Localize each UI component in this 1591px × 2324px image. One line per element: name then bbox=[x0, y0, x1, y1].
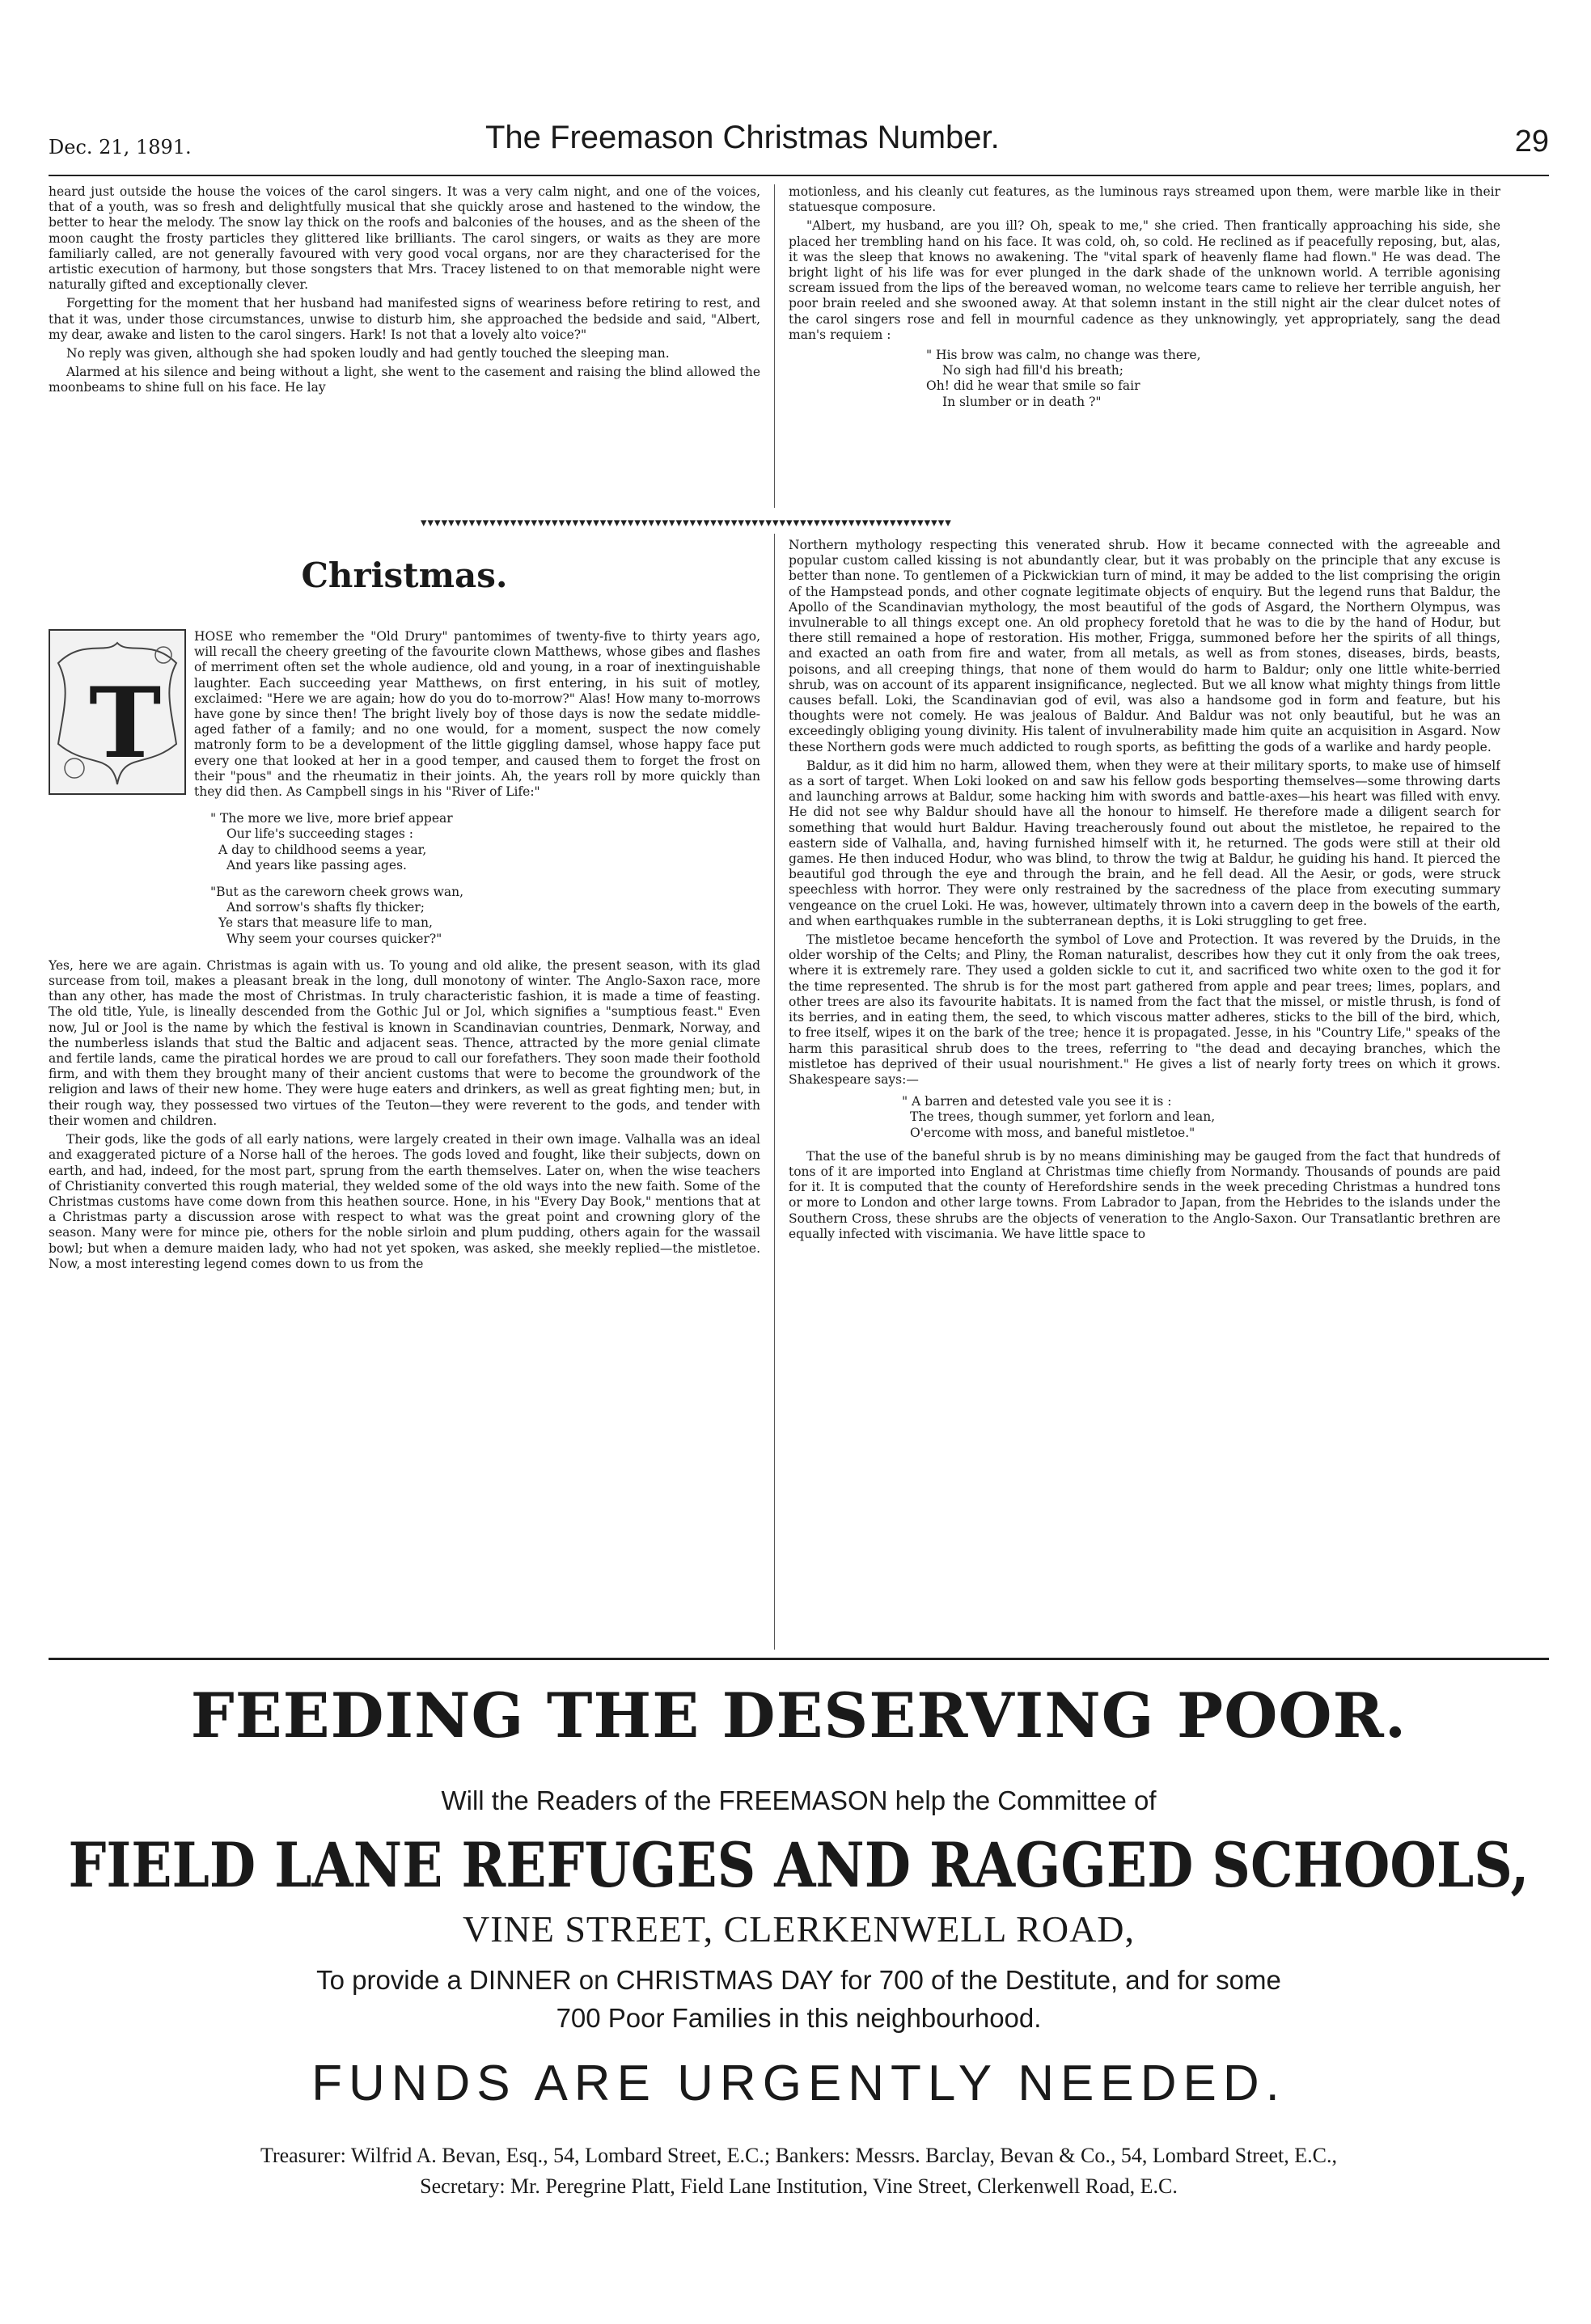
organisation-address: VINE STREET, CLERKENWELL ROAD, bbox=[462, 1908, 1136, 1950]
paragraph: Baldur, as it did him no harm, allowed them, when they were at their military sports, to make use of himself as a sort of target. When Loki looked on and saw his fellow gods besporting themselves—some throwing darts and launching arrows at Baldur, some hacking him with swords and battle-axes—his heart was filled with envy. He did not see why Baldur should have all the honour to himself. He therefore made a diligent search for something that would hurt Baldur. Having treacherously found out about the mistletoe, he repaired to the eastern side of Valhalla, and, having furnished himself with it, he returned. The gods were still at their old games. He then induced Hodur, who was blind, to throw the twig at Baldur, he guiding his hand. It pierced the beautiful god through the eye and through the brain, and he fell dead. All the Aesir, or gods, were struck speechless with horror. They were only restrained by the sacredness of the place from executing summary vengeance on the cruel Loki. He was, however, ultimately thrown into a cavern deep in the bowels of the earth, and when earthquakes rumble in the subterranean depths, it is Loki struggling to get free. bbox=[789, 758, 1500, 928]
drop-cap bbox=[49, 629, 186, 795]
paragraph: HOSE who remember the "Old Drury" pantomimes of twenty-five to thirty years ago, will recall the cheery greeting of the favourite clown Matthews, whose gibes and flashes of merriment often set the whole audience, old and young, in a roar of inextinguishable laughter. Each succeeding year Matthews, on first entering, in his suit of motley, exclaimed: "Here we are again; how do you do to-morrow?" Alas! How many to-morrows have gone by since then! The bright lively boy of those days is now the sedate middle-aged father of a family; and no one would, for a moment, suspect the now comely matronly form to be a development of the little giggling damsel, whose happy face put every one that looked at her in a good temper, and caused them to forget the frost on their "pous" and the rheumatiz in their joints. Ah, the years roll by more quickly than they did then. As Campbell sings in his "River of Life:" bbox=[194, 629, 760, 800]
poem-line: A day to childhood seems a year, bbox=[218, 842, 427, 857]
column-rule bbox=[774, 534, 775, 1650]
top-left-column bbox=[49, 184, 760, 512]
poem-line: And sorrow's shafts fly thicker; bbox=[226, 900, 425, 915]
appeal-subline: Will the Readers of the FREEMASON help the Committee of bbox=[441, 1785, 1157, 1815]
page-title: The Freemason Christmas Number. bbox=[485, 120, 1000, 155]
funds-needed: FUNDS ARE URGENTLY NEEDED. bbox=[311, 2056, 1286, 2111]
ornamental-divider: ▾▾▾▾▾▾▾▾▾▾▾▾▾▾▾▾▾▾▾▾▾▾▾▾▾▾▾▾▾▾▾▾▾▾▾▾▾▾▾▾▾▾▾▾▾▾▾▾▾▾▾▾▾▾▾▾▾▾▾▾▾▾▾▾▾▾▾▾▾▾▾▾▾▾▾▾▾ bbox=[421, 515, 952, 530]
poem-line: Ye stars that measure life to man, bbox=[218, 915, 433, 931]
poem-line: The trees, though summer, yet forlorn and lean, bbox=[910, 1109, 1216, 1125]
paragraph: motionless, and his cleanly cut features, as the luminous rays streamed upon them, were marble like in their statuesque composure. bbox=[789, 184, 1500, 215]
campbell-poem bbox=[210, 811, 760, 947]
poem-line: Oh! did he wear that smile so fair bbox=[926, 378, 1140, 394]
poem-line: O'ercome with moss, and baneful mistletoe." bbox=[910, 1125, 1195, 1140]
header-rule bbox=[49, 175, 1549, 176]
paragraph: Forgetting for the moment that her husband had manifested signs of weariness before retiring to rest, and that it was, under those circumstances, unwise to disturb him, she approached the bedside and said, "Albert, my dear, awake and listen to the carol singers. Hark! Is not that a lovely alto voice?" bbox=[49, 296, 760, 342]
issue-date: Dec. 21, 1891. bbox=[49, 136, 192, 158]
poem-line: Why seem your courses quicker?" bbox=[226, 931, 442, 946]
top-right-column bbox=[789, 184, 1500, 512]
poem-line: "But as the careworn cheek grows wan, bbox=[210, 885, 464, 900]
paragraph: heard just outside the house the voices of the carol singers. It was a very calm night, and one of the voices, that of a youth, was so fresh and delightfully musical that she quickly arose and hastened to the window, the better to hear the melody. The snow lay thick on the roofs and balconies of the houses, and as the sheen of the moon caught the frosty particles they glittered like brilliants. The carol singers, or waits as they are more familiarly called, are not generally favoured with very good vocal organs, nor are they characterised for the artistic execution of harmony, but those songsters that Mrs. Tracey listened to on that memorable night were naturally gifted and exceptionally clever. bbox=[49, 184, 760, 293]
article-left-column bbox=[49, 534, 760, 1650]
appeal-headline: FEEDING THE DESERVING POOR. bbox=[190, 1680, 1407, 1751]
requiem-poem bbox=[926, 348, 1500, 410]
drop-cap-letter: T bbox=[89, 666, 162, 780]
secretary-line: Secretary: Mr. Peregrine Platt, Field Lane Institution, Vine Street, Clerkenwell Road, E.C. bbox=[420, 2174, 1178, 2198]
poem-line: No sigh had fill'd his breath; bbox=[942, 363, 1124, 378]
poem-line: " The more we live, more brief appear bbox=[210, 811, 453, 826]
poem-line: In slumber or in death ?" bbox=[942, 394, 1102, 409]
paragraph: "Albert, my husband, are you ill? Oh, speak to me," she cried. Then frantically approaching his side, she placed her trembling hand on his face. It was cold, oh, so cold. He reclined as if peacefully reposing, but, alas, it was the sleep that knows no awakening. The "vital spark of heavenly flame had flown." He was dead. The bright light of his life was for ever plunged in the dark shade of the unknown world. A terrible agonising scream issued from the lips of the bereaved woman, no welcome tears came to relieve her terrible anguish, her poor brain reeled and she swooned away. At that solemn instant in the still night air the clear dulcet notes of the carol singers rose and fell in mournful cadence as they unknowingly, yet appropriately, sang the dead man's requiem : bbox=[789, 218, 1500, 342]
poem-line: And years like passing ages. bbox=[226, 857, 407, 873]
appeal-top-rule bbox=[49, 1658, 1549, 1660]
treasurer-line: Treasurer: Wilfrid A. Bevan, Esq., 54, Lombard Street, E.C.; Bankers: Messrs. Barclay, Bevan & Co., 54, Lombard Street, E.C., bbox=[260, 2144, 1337, 2167]
paragraph: Alarmed at his silence and being without a light, she went to the casement and raising the blind allowed the moonbeams to shine full on his face. He lay bbox=[49, 365, 760, 395]
paragraph: Northern mythology respecting this venerated shrub. How it became connected with the agreeable and popular custom called kissing is not abundantly clear, but it was probably on the principle that any excuse is better than none. To gentlemen of a Pickwickian turn of mind, it may be added to the list comprising the origin of the Hampstead ponds, and other cognate legitimate objects of enquiry. But the legend runs that Baldur, the Apollo of the Scandinavian mythology, the most beautiful of the gods of Asgard, the Northern Olympus, was invulnerable to all things except one. An old prophecy foretold that he was to die by the hand of Hodur, but there still remained a hope of restoration. His mother, Frigga, summoned before her the spirits of all things, and exacted an oath from fire and water, from all metals, as well as from stones, diseases, birds, beasts, poisons, and all creeping things, that none of them would do harm to Baldur; only one little white-berried shrub, was on account of its apparent insignificance, neglected. But we all know what mighty things from little causes befall. Loki, the Scandinavian god of evil, was also a handsome god in form and feature, but his thoughts were not comely. He was jealous of Baldur. And Baldur was not only beautiful, but he was an exceedingly obliging young divinity. His talent of invulnerability made him quite an acquisition in Asgard. Now these Northern gods were much addicted to rough sports, as befitting the gods of a warlike and hardy people. bbox=[789, 538, 1500, 754]
shakespeare-quote bbox=[902, 1094, 1500, 1141]
article-right-column bbox=[789, 538, 1500, 1650]
page-number: 29 bbox=[1514, 125, 1549, 158]
column-rule bbox=[774, 184, 775, 508]
poem-line: " A barren and detested vale you see it is : bbox=[902, 1094, 1172, 1109]
paragraph: Yes, here we are again. Christmas is again with us. To young and old alike, the present season, with its glad surcease from toil, makes a pleasant break in the long, dull monotony of winter. The Anglo-Saxon race, more than any other, has made the most of Christmas. In truly characteristic fashion, it is made a time of feasting. The old title, Yule, is lineally descended from the Gothic Jul or Jol, which signifies a "sumptious feast." Even now, Jul or Jool is the name by which the festival is known in Scandinavian countries, Denmark, Norway, and the numberless islands that stud the Baltic and adjacent seas. Thence, attracted by the more genial climate and fertile lands, came the piratical hordes we are proud to call our forefathers. They soon made their foothold firm, and with them they brought many of their ancient customs that were to become the groundwork of the religion and laws of their new home. They were huge eaters and drinkers, as well as great fighting men; but, in their rough way, they possessed two virtues of the Teuton—they were reverent to the gods, and tender with their women and children. bbox=[49, 957, 760, 1128]
paragraph: No reply was given, although she had spoken loudly and had gently touched the sleeping man. bbox=[66, 346, 670, 361]
poem-line: Our life's succeeding stages : bbox=[226, 826, 413, 842]
poem-line: " His brow was calm, no change was there, bbox=[926, 348, 1201, 363]
appeal-purpose-line1: To provide a DINNER on CHRISTMAS DAY for 700 of the Destitute, and for some bbox=[316, 1965, 1281, 1995]
page-header bbox=[49, 120, 1549, 168]
article-heading: Christmas. bbox=[301, 556, 508, 595]
appeal-purpose-line2: 700 Poor Families in this neighbourhood. bbox=[556, 2003, 1042, 2033]
paragraph: That the use of the baneful shrub is by no means diminishing may be gauged from the fact that hundreds of tons of it are imported into England at Christmas time chiefly from Normandy. Thousands of pounds are paid for it. It is computed that the county of Herefordshire sends in the week preceding Christmas a hundred tons or more to London and other large towns. From Labrador to Japan, from the Hebrides to the islands under the Southern Cross, these shrubs are the objects of veneration to the Anglo-Saxon. Our Transatlantic brethren are equally infected with viscimania. We have little space to bbox=[789, 1148, 1500, 1241]
organisation-name: FIELD LANE REFUGES AND RAGGED SCHOOLS, bbox=[68, 1828, 1530, 1902]
paragraph: The mistletoe became henceforth the symbol of Love and Protection. It was revered by the Druids, in the older worship of the Celts; and Pliny, the Roman naturalist, describes how they cut it only from the oak trees, where it is extremely rare. They used a golden sickle to cut it, and sacrificed two white oxen to the god it for the time represented. The shrub is for the most part gathered from apple and pear trees; limes, poplars, and other trees are also its favourite habitats. It is named from the fact that the missel, or mistle thrush, is fond of its berries, and in eating them, the seed, to which viscous matter adheres, sticks to the bill of the bird, which, to free itself, wipes it on the bark of the tree; hence it is propagated. Jesse, in his "Country Life," speaks of the harm this parasitical shrub does to the trees, referring to "the dead and decaying branches, which the mistletoe has deprived of their usual nourishment." He gives a list of nearly forty trees on which it grows. Shakespeare says:— bbox=[789, 932, 1500, 1087]
paragraph: Their gods, like the gods of all early nations, were largely created in their own image. Valhalla was an ideal and exaggerated picture of a Norse hall of the heroes. The gods loved and fought, like their subjects, down on earth, and had, indeed, for the most part, sprung from the earth themselves. Later on, when the wise teachers of Christianity converted this rough material, they welded some of the old ways into the new faith. Some of the Christmas customs have come down from this heathen source. Hone, in his "Every Day Book," mentions that at a Christmas party a discussion arose with respect to what was the great point and crowning glory of the season. Many were for mince pie, others for the noble sirloin and plum pudding, others again for the wassail bowl; but when a demure maiden lady, who had not yet spoken, was asked, she meekly replied—the mistletoe. Now, a most interesting legend comes down to us from the bbox=[49, 1132, 760, 1271]
